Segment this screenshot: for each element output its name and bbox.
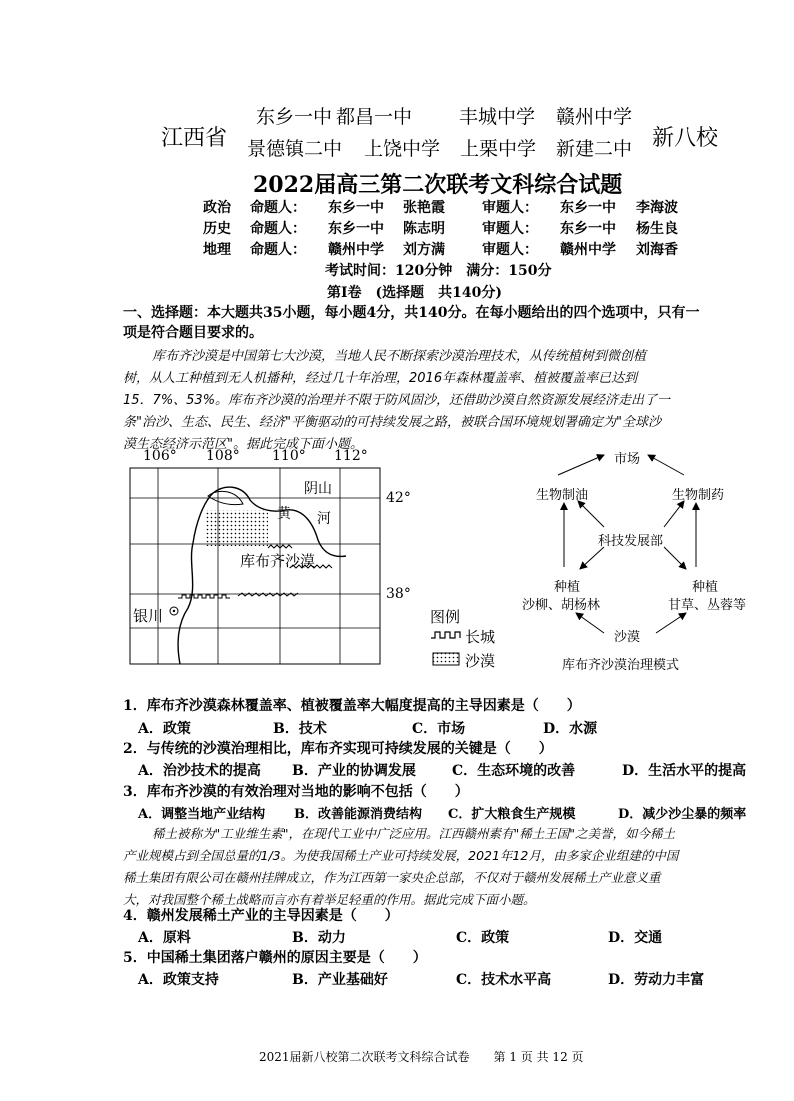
question-1-stem: 1．库布齐沙漠森林覆盖率、植被覆盖率大幅度提高的主导因素是（ ） bbox=[123, 698, 581, 714]
school-shangli: 上栗中学 bbox=[460, 138, 537, 160]
staff-reviewer-label: 审题人： bbox=[482, 242, 538, 258]
place-he: 河 bbox=[317, 511, 331, 527]
section-instruction-line2: 项是符合题目要求的。 bbox=[123, 325, 263, 341]
school-ganzhou: 赣州中学 bbox=[556, 106, 633, 128]
yinchuan-marker-dot bbox=[173, 610, 175, 612]
lon-label-110: 110° bbox=[272, 448, 306, 464]
lon-label-108: 108° bbox=[206, 448, 240, 464]
diagram-caption: 库布齐沙漠治理模式 bbox=[562, 658, 680, 673]
diagram-plant-left: 种植 bbox=[554, 580, 581, 595]
school-duchang: 都昌一中 bbox=[336, 106, 413, 128]
staff-setter-label: 命题人： bbox=[250, 221, 306, 237]
question-3-option-c: C．扩大粮食生产规模 bbox=[448, 807, 576, 822]
staff-setter: 陈志明 bbox=[403, 221, 445, 237]
passage1-line5: 漠生态经济示范区"。据此完成下面小题。 bbox=[123, 437, 363, 452]
staff-reviewer-school: 东乡一中 bbox=[560, 221, 616, 237]
arrow-oil-market bbox=[558, 455, 604, 475]
arrow-desert-leftplant bbox=[576, 613, 604, 633]
diagram-plant-left-sub: 沙柳、胡杨林 bbox=[522, 598, 601, 613]
arrow-tech-medicine bbox=[664, 501, 684, 527]
staff-setter-school: 东乡一中 bbox=[328, 221, 384, 237]
question-4-option-b: B．动力 bbox=[292, 930, 346, 946]
passage1-line4: 条"治沙、生态、民生、经济"平衡驱动的可持续发展之路，被联合国环境规划署确定为"全球沙 bbox=[123, 415, 661, 430]
question-5-option-c: C．技术水平高 bbox=[456, 972, 552, 988]
arrow-tech-leftplant bbox=[580, 547, 604, 569]
question-4-option-c: C．政策 bbox=[456, 930, 510, 946]
question-1-option-c: C．市场 bbox=[412, 721, 466, 737]
diagram-plant-right: 种植 bbox=[692, 580, 719, 595]
question-2-stem: 2．与传统的沙漠治理相比，库布齐实现可持续发展的关键是（ ） bbox=[123, 741, 553, 757]
staff-subject: 地理 bbox=[203, 242, 231, 258]
passage2-line2: 产业规模占到全国总量的1/3。为使我国稀土产业可持续发展，2021年12月，由多家企业组建的中国 bbox=[123, 848, 679, 863]
diagram-medicine: 生物制药 bbox=[672, 488, 725, 503]
arrow-tech-rightplant bbox=[664, 547, 686, 569]
passage1-line1: 库布齐沙漠是中国第七大沙漠，当地人民不断探索沙漠治理技术，从传统植树到微创植 bbox=[152, 349, 647, 364]
diagram-tech: 科技发展部 bbox=[598, 534, 664, 549]
place-huang: 黄 bbox=[277, 506, 291, 522]
passage2-line1: 稀土被称为"工业维生素"，在现代工业中广泛应用。江西赣州素有"稀土王国"之美誉，如今稀土 bbox=[152, 826, 675, 841]
staff-reviewer-school: 赣州中学 bbox=[560, 242, 616, 258]
lat-label-42: 42° bbox=[386, 490, 411, 506]
legend-title: 图例 bbox=[430, 608, 461, 626]
volume-heading: 第Ⅰ卷 (选择题 共140分) bbox=[327, 285, 503, 301]
section-instruction-line1: 一、选择题：本大题共35小题，每小题4分，共140分。在每小题给出的四个选项中，只有一 bbox=[123, 305, 700, 321]
passage1-line3: 15．7%、53%。库布齐沙漠的治理并不限于防风固沙，还借助沙漠自然资源发展经济走出了一 bbox=[123, 393, 671, 408]
exam-info: 考试时间：120分钟 满分：150分 bbox=[325, 263, 552, 279]
legend-desert: 沙漠 bbox=[465, 652, 496, 670]
question-3-stem: 3．库布齐沙漠的有效治理对当地的影响不包括（ ） bbox=[123, 784, 469, 800]
lon-label-106: 106° bbox=[143, 448, 177, 464]
school-xinjian: 新建二中 bbox=[556, 138, 633, 160]
staff-reviewer-label: 审题人： bbox=[482, 200, 538, 216]
lon-label-112: 112° bbox=[334, 448, 368, 464]
school-fengcheng: 丰城中学 bbox=[459, 106, 536, 128]
staff-setter: 张艳霞 bbox=[403, 200, 445, 216]
diagram-desert: 沙漠 bbox=[614, 630, 641, 645]
question-5-stem: 5．中国稀土集团落户赣州的原因主要是（ ） bbox=[123, 950, 427, 966]
arrow-tech-oil bbox=[578, 501, 604, 527]
passage1-line2: 树，从人工种植到无人机播种，经过几十年治理，2016年森林覆盖率、植被覆盖率已达到 bbox=[123, 371, 638, 386]
group-name: 新八校 bbox=[652, 126, 719, 151]
question-5-option-a: A．政策支持 bbox=[138, 972, 219, 988]
diagram-market: 市场 bbox=[614, 452, 641, 467]
place-yinshan: 阴山 bbox=[304, 481, 332, 497]
staff-setter-school: 赣州中学 bbox=[328, 242, 384, 258]
staff-reviewer: 杨生良 bbox=[636, 221, 678, 237]
desert-area bbox=[206, 510, 268, 546]
arrow-medicine-market bbox=[648, 455, 684, 475]
lat-label-38: 38° bbox=[386, 586, 411, 602]
question-3-option-a: A．调整当地产业结构 bbox=[138, 807, 266, 822]
exam-title: 2022届高三第二次联考文科综合试题 bbox=[253, 172, 623, 198]
school-jingdezhen: 景德镇二中 bbox=[247, 138, 343, 160]
question-2-option-b: B．产业的协调发展 bbox=[292, 763, 416, 779]
question-5-option-d: D．劳动力丰富 bbox=[608, 972, 705, 988]
staff-subject: 历史 bbox=[203, 221, 231, 237]
school-shangrao: 上饶中学 bbox=[364, 138, 441, 160]
staff-subject: 政治 bbox=[203, 200, 231, 216]
question-4-stem: 4．赣州发展稀土产业的主导因素是（ ） bbox=[123, 908, 399, 924]
question-2-option-c: C．生态环境的改善 bbox=[452, 763, 576, 779]
arrow-desert-rightplant bbox=[656, 613, 686, 633]
question-3-option-d: D．减少沙尘暴的频率 bbox=[618, 807, 747, 822]
legend-wall: 长城 bbox=[465, 628, 496, 646]
diagram-plant-right-sub: 甘草、丛蓉等 bbox=[668, 598, 747, 613]
legend-desert-icon bbox=[432, 652, 460, 666]
staff-reviewer: 刘海香 bbox=[636, 242, 678, 258]
staff-setter: 刘方满 bbox=[403, 242, 445, 258]
legend-wall-icon bbox=[430, 628, 462, 642]
page-footer: 2021届新八校第二次联考文科综合试卷 第 1 页 共 12 页 bbox=[259, 1050, 584, 1064]
province: 江西省 bbox=[161, 126, 228, 151]
place-desert: 库布齐沙漠 bbox=[240, 552, 316, 570]
passage2-line4: 大，对我国整个稀土战略而言亦有着举足轻重的作用。据此完成下面小题。 bbox=[123, 892, 536, 907]
staff-setter-school: 东乡一中 bbox=[328, 200, 384, 216]
staff-reviewer-school: 东乡一中 bbox=[560, 200, 616, 216]
question-2-option-d: D．生活水平的提高 bbox=[622, 763, 747, 779]
passage2-line3: 稀土集团有限公司在赣州挂牌成立，作为江西第一家央企总部，不仅对于赣州发展稀土产业意义重 bbox=[123, 870, 661, 885]
question-1-option-a: A．政策 bbox=[138, 721, 191, 737]
question-1-option-d: D．水源 bbox=[543, 721, 598, 737]
school-dongxiang: 东乡一中 bbox=[256, 106, 333, 128]
place-yinchuan: 银川 bbox=[133, 607, 164, 625]
staff-setter-label: 命题人： bbox=[250, 200, 306, 216]
question-1-option-b: B．技术 bbox=[273, 721, 327, 737]
question-2-option-a: A．治沙技术的提高 bbox=[138, 763, 261, 779]
staff-reviewer-label: 审题人： bbox=[482, 221, 538, 237]
diagram-oil: 生物制油 bbox=[536, 488, 589, 503]
staff-reviewer: 李海波 bbox=[636, 200, 678, 216]
question-5-option-b: B．产业基础好 bbox=[292, 972, 388, 988]
question-4-option-a: A．原料 bbox=[138, 930, 191, 946]
staff-setter-label: 命题人： bbox=[250, 242, 306, 258]
question-3-option-b: B．改善能源消费结构 bbox=[294, 807, 422, 822]
question-4-option-d: D．交通 bbox=[608, 930, 663, 946]
